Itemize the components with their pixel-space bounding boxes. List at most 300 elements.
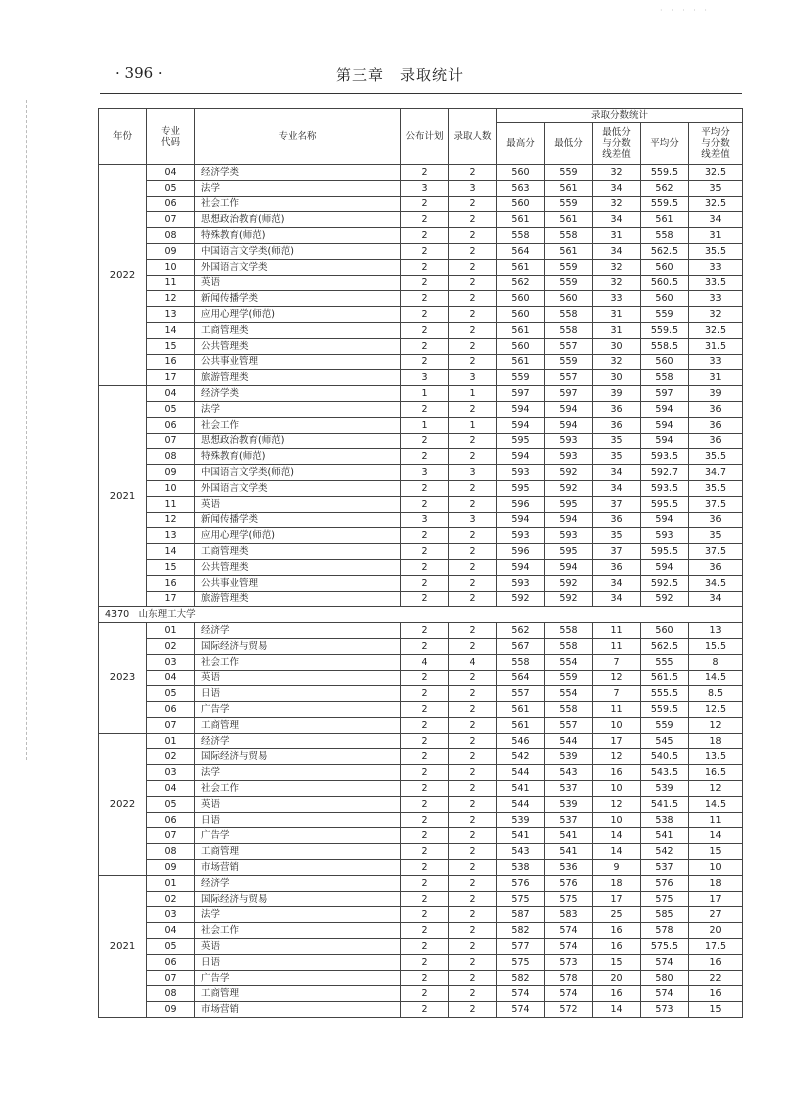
avg-score-cell: 574 [641,986,689,1002]
table-row [99,354,743,370]
plan-cell: 2 [401,401,449,417]
min-score-cell: 541 [545,844,593,860]
avg-score-cell: 562 [641,180,689,196]
avg-diff-cell: 36 [689,559,743,575]
avg-diff-cell: 17.5 [689,939,743,955]
plan-cell: 2 [401,338,449,354]
avg-diff-cell: 12 [689,781,743,797]
admitted-cell: 2 [449,212,497,228]
min-score-cell: 559 [545,354,593,370]
major-name-cell: 思想政治教育(师范) [195,433,401,449]
min-score-cell: 561 [545,243,593,259]
min-score-cell: 592 [545,465,593,481]
major-code-cell: 13 [147,528,195,544]
admitted-cell: 2 [449,907,497,923]
major-code-cell: 01 [147,623,195,639]
major-name-cell: 法学 [195,765,401,781]
avg-diff-cell: 14.5 [689,670,743,686]
plan-cell: 2 [401,733,449,749]
min-score-cell: 597 [545,386,593,402]
major-name-cell: 工商管理类 [195,322,401,338]
avg-score-cell: 555.5 [641,686,689,702]
avg-score-cell: 593 [641,528,689,544]
min-diff-cell: 9 [593,860,641,876]
plan-cell: 3 [401,180,449,196]
avg-diff-cell: 17 [689,891,743,907]
major-code-cell: 06 [147,702,195,718]
admitted-cell: 2 [449,544,497,560]
avg-diff-cell: 22 [689,970,743,986]
plan-cell: 2 [401,275,449,291]
min-diff-cell: 16 [593,939,641,955]
min-score-cell: 578 [545,970,593,986]
min-diff-cell: 34 [593,180,641,196]
year-cell: 2023 [99,623,147,734]
min-diff-cell: 25 [593,907,641,923]
min-score-cell: 543 [545,765,593,781]
avg-score-cell: 594 [641,401,689,417]
major-name-cell: 思想政治教育(师范) [195,212,401,228]
min-score-cell: 574 [545,939,593,955]
plan-cell: 2 [401,623,449,639]
table-row [99,465,743,481]
min-diff-cell: 36 [593,559,641,575]
major-name-cell: 法学 [195,401,401,417]
admitted-cell: 2 [449,781,497,797]
min-diff-cell: 20 [593,970,641,986]
avg-diff-cell: 18 [689,733,743,749]
avg-score-cell: 559 [641,307,689,323]
major-code-cell: 01 [147,733,195,749]
table-row [99,923,743,939]
min-diff-cell: 16 [593,923,641,939]
plan-cell: 2 [401,322,449,338]
avg-diff-cell: 20 [689,923,743,939]
min-diff-cell: 12 [593,670,641,686]
plan-cell: 2 [401,165,449,181]
max-score-cell: 575 [497,954,545,970]
max-score-cell: 561 [497,259,545,275]
plan-cell: 2 [401,891,449,907]
plan-cell: 2 [401,844,449,860]
min-diff-cell: 36 [593,401,641,417]
max-score-cell: 575 [497,891,545,907]
major-name-cell: 社会工作 [195,654,401,670]
major-name-cell: 特殊教育(师范) [195,449,401,465]
avg-score-cell: 559.5 [641,702,689,718]
avg-diff-cell: 35 [689,528,743,544]
max-score-cell: 541 [497,828,545,844]
min-score-cell: 554 [545,686,593,702]
plan-cell: 2 [401,702,449,718]
admitted-cell: 2 [449,828,497,844]
avg-diff-cell: 34.7 [689,465,743,481]
plan-cell: 2 [401,496,449,512]
table-row [99,860,743,876]
table-row [99,212,743,228]
avg-diff-cell: 18 [689,875,743,891]
min-score-cell: 574 [545,986,593,1002]
table-row [99,165,743,181]
avg-score-cell: 580 [641,970,689,986]
major-name-cell: 国际经济与贸易 [195,638,401,654]
avg-diff-cell: 15.5 [689,638,743,654]
max-score-cell: 542 [497,749,545,765]
major-code-cell: 02 [147,638,195,654]
max-score-cell: 560 [497,291,545,307]
major-name-cell: 英语 [195,275,401,291]
avg-diff-cell: 16 [689,986,743,1002]
max-score-cell: 576 [497,875,545,891]
page-number: · 396 · [115,64,163,82]
plan-cell: 2 [401,954,449,970]
admitted-cell: 4 [449,654,497,670]
min-diff-cell: 14 [593,1002,641,1018]
max-score-cell: 562 [497,623,545,639]
major-code-cell: 16 [147,575,195,591]
avg-diff-cell: 32.5 [689,322,743,338]
major-name-cell: 工商管理 [195,986,401,1002]
table-row [99,875,743,891]
major-name-cell: 旅游管理类 [195,370,401,386]
admitted-cell: 2 [449,812,497,828]
max-score-cell: 558 [497,228,545,244]
table-row [99,575,743,591]
admitted-cell: 2 [449,259,497,275]
major-code-cell: 08 [147,844,195,860]
avg-diff-cell: 13 [689,623,743,639]
major-code-cell: 05 [147,401,195,417]
major-code-cell: 03 [147,765,195,781]
major-code-cell: 07 [147,433,195,449]
max-score-cell: 582 [497,970,545,986]
table-row [99,512,743,528]
max-score-cell: 595 [497,433,545,449]
major-code-cell: 15 [147,338,195,354]
avg-diff-cell: 35.5 [689,480,743,496]
plan-cell: 1 [401,386,449,402]
min-score-cell: 583 [545,907,593,923]
min-diff-cell: 34 [593,212,641,228]
major-code-cell: 05 [147,180,195,196]
plan-cell: 2 [401,638,449,654]
table-row [99,907,743,923]
major-name-cell: 工商管理 [195,844,401,860]
plan-cell: 2 [401,717,449,733]
avg-diff-cell: 33.5 [689,275,743,291]
avg-diff-cell: 33 [689,259,743,275]
avg-score-cell: 562.5 [641,638,689,654]
avg-score-cell: 543.5 [641,765,689,781]
plan-cell: 2 [401,796,449,812]
plan-cell: 2 [401,291,449,307]
major-name-cell: 英语 [195,939,401,955]
avg-diff-cell: 33 [689,291,743,307]
admitted-cell: 2 [449,670,497,686]
major-code-cell: 15 [147,559,195,575]
plan-cell: 2 [401,559,449,575]
max-score-cell: 574 [497,986,545,1002]
major-name-cell: 广告学 [195,828,401,844]
avg-diff-cell: 13.5 [689,749,743,765]
min-score-cell: 558 [545,638,593,654]
avg-score-cell: 593.5 [641,449,689,465]
admitted-cell: 2 [449,717,497,733]
table-row [99,623,743,639]
table-row [99,496,743,512]
major-code-cell: 08 [147,449,195,465]
admitted-cell: 3 [449,465,497,481]
avg-diff-cell: 32.5 [689,165,743,181]
plan-cell: 2 [401,670,449,686]
major-code-cell: 06 [147,196,195,212]
major-code-cell: 03 [147,654,195,670]
major-name-cell: 公共管理类 [195,559,401,575]
avg-score-cell: 541 [641,828,689,844]
major-code-cell: 09 [147,465,195,481]
min-diff-cell: 31 [593,307,641,323]
avg-diff-cell: 32 [689,307,743,323]
min-score-cell: 572 [545,1002,593,1018]
school-row [99,607,743,623]
min-score-cell: 592 [545,591,593,607]
header-min-diff: 最低分 与分数 线差值 [593,123,641,165]
min-score-cell: 560 [545,291,593,307]
major-code-cell: 17 [147,591,195,607]
table-header [99,109,743,165]
major-name-cell: 广告学 [195,702,401,718]
avg-score-cell: 559.5 [641,322,689,338]
admitted-cell: 2 [449,749,497,765]
min-diff-cell: 34 [593,575,641,591]
table-row [99,559,743,575]
avg-diff-cell: 36 [689,433,743,449]
major-name-cell: 公共管理类 [195,338,401,354]
admitted-cell: 2 [449,228,497,244]
max-score-cell: 560 [497,165,545,181]
major-code-cell: 07 [147,212,195,228]
plan-cell: 2 [401,875,449,891]
min-score-cell: 544 [545,733,593,749]
plan-cell: 2 [401,828,449,844]
major-name-cell: 日语 [195,686,401,702]
avg-score-cell: 594 [641,559,689,575]
admitted-cell: 2 [449,196,497,212]
major-code-cell: 14 [147,544,195,560]
plan-cell: 2 [401,812,449,828]
admitted-cell: 2 [449,986,497,1002]
table-row [99,939,743,955]
plan-cell: 2 [401,781,449,797]
avg-score-cell: 560 [641,259,689,275]
admitted-cell: 2 [449,796,497,812]
admitted-cell: 2 [449,528,497,544]
admitted-cell: 2 [449,860,497,876]
admitted-cell: 2 [449,354,497,370]
major-name-cell: 经济学 [195,875,401,891]
plan-cell: 2 [401,433,449,449]
min-score-cell: 592 [545,480,593,496]
plan-cell: 2 [401,686,449,702]
min-score-cell: 593 [545,449,593,465]
avg-diff-cell: 8.5 [689,686,743,702]
max-score-cell: 544 [497,765,545,781]
major-name-cell: 新闻传播学类 [195,512,401,528]
max-score-cell: 567 [497,638,545,654]
admitted-cell: 3 [449,370,497,386]
plan-cell: 2 [401,860,449,876]
major-code-cell: 11 [147,275,195,291]
min-diff-cell: 10 [593,781,641,797]
min-diff-cell: 34 [593,465,641,481]
avg-score-cell: 559 [641,717,689,733]
admitted-cell: 2 [449,765,497,781]
major-name-cell: 社会工作 [195,196,401,212]
min-score-cell: 575 [545,891,593,907]
avg-diff-cell: 31 [689,370,743,386]
plan-cell: 2 [401,354,449,370]
max-score-cell: 546 [497,733,545,749]
min-score-cell: 539 [545,796,593,812]
avg-score-cell: 576 [641,875,689,891]
admitted-cell: 2 [449,322,497,338]
max-score-cell: 577 [497,939,545,955]
max-score-cell: 593 [497,465,545,481]
min-diff-cell: 30 [593,370,641,386]
min-diff-cell: 33 [593,291,641,307]
min-score-cell: 594 [545,559,593,575]
table-row [99,749,743,765]
table-row [99,654,743,670]
table-row [99,322,743,338]
min-diff-cell: 36 [593,417,641,433]
admitted-cell: 2 [449,891,497,907]
major-code-cell: 03 [147,907,195,923]
major-code-cell: 01 [147,875,195,891]
avg-score-cell: 558 [641,228,689,244]
table-row [99,796,743,812]
avg-diff-cell: 33 [689,354,743,370]
min-score-cell: 559 [545,259,593,275]
min-diff-cell: 32 [593,259,641,275]
admitted-cell: 2 [449,923,497,939]
min-diff-cell: 10 [593,812,641,828]
max-score-cell: 561 [497,702,545,718]
table-row [99,717,743,733]
plan-cell: 4 [401,654,449,670]
major-code-cell: 07 [147,970,195,986]
max-score-cell: 561 [497,212,545,228]
min-diff-cell: 12 [593,749,641,765]
avg-score-cell: 575.5 [641,939,689,955]
avg-score-cell: 594 [641,417,689,433]
major-name-cell: 日语 [195,812,401,828]
header-year: 年份 [99,109,147,165]
max-score-cell: 544 [497,796,545,812]
major-name-cell: 工商管理类 [195,544,401,560]
max-score-cell: 587 [497,907,545,923]
table-row [99,828,743,844]
avg-diff-cell: 12.5 [689,702,743,718]
max-score-cell: 543 [497,844,545,860]
major-code-cell: 05 [147,939,195,955]
max-score-cell: 582 [497,923,545,939]
avg-diff-cell: 37.5 [689,496,743,512]
max-score-cell: 561 [497,322,545,338]
min-score-cell: 557 [545,717,593,733]
admitted-cell: 2 [449,401,497,417]
major-name-cell: 社会工作 [195,417,401,433]
major-name-cell: 法学 [195,907,401,923]
avg-score-cell: 560 [641,354,689,370]
table-row [99,686,743,702]
min-score-cell: 541 [545,828,593,844]
major-code-cell: 10 [147,259,195,275]
admitted-cell: 2 [449,433,497,449]
avg-score-cell: 561 [641,212,689,228]
min-diff-cell: 34 [593,591,641,607]
avg-score-cell: 540.5 [641,749,689,765]
header-rule [100,93,742,94]
avg-diff-cell: 35.5 [689,243,743,259]
major-code-cell: 09 [147,1002,195,1018]
avg-diff-cell: 36 [689,417,743,433]
min-diff-cell: 32 [593,165,641,181]
table-row [99,591,743,607]
avg-diff-cell: 37.5 [689,544,743,560]
table-row [99,844,743,860]
avg-score-cell: 593.5 [641,480,689,496]
avg-diff-cell: 36 [689,512,743,528]
major-name-cell: 中国语言文学类(师范) [195,465,401,481]
max-score-cell: 559 [497,370,545,386]
avg-diff-cell: 15 [689,844,743,860]
major-code-cell: 12 [147,291,195,307]
admitted-cell: 2 [449,702,497,718]
admitted-cell: 2 [449,291,497,307]
table-row [99,417,743,433]
header-code: 专业 代码 [147,109,195,165]
major-name-cell: 英语 [195,496,401,512]
table-row [99,291,743,307]
min-diff-cell: 7 [593,686,641,702]
max-score-cell: 561 [497,354,545,370]
avg-diff-cell: 34 [689,212,743,228]
admitted-cell: 2 [449,480,497,496]
min-diff-cell: 16 [593,986,641,1002]
min-diff-cell: 12 [593,796,641,812]
major-code-cell: 13 [147,307,195,323]
table-row [99,480,743,496]
plan-cell: 2 [401,907,449,923]
table-row [99,338,743,354]
avg-score-cell: 560 [641,623,689,639]
table-row [99,370,743,386]
major-name-cell: 英语 [195,796,401,812]
min-score-cell: 561 [545,212,593,228]
min-score-cell: 558 [545,623,593,639]
table-row [99,970,743,986]
avg-score-cell: 539 [641,781,689,797]
max-score-cell: 594 [497,559,545,575]
plan-cell: 2 [401,480,449,496]
min-diff-cell: 18 [593,875,641,891]
avg-diff-cell: 27 [689,907,743,923]
table-row [99,259,743,275]
major-name-cell: 社会工作 [195,923,401,939]
avg-score-cell: 562.5 [641,243,689,259]
table-row [99,702,743,718]
